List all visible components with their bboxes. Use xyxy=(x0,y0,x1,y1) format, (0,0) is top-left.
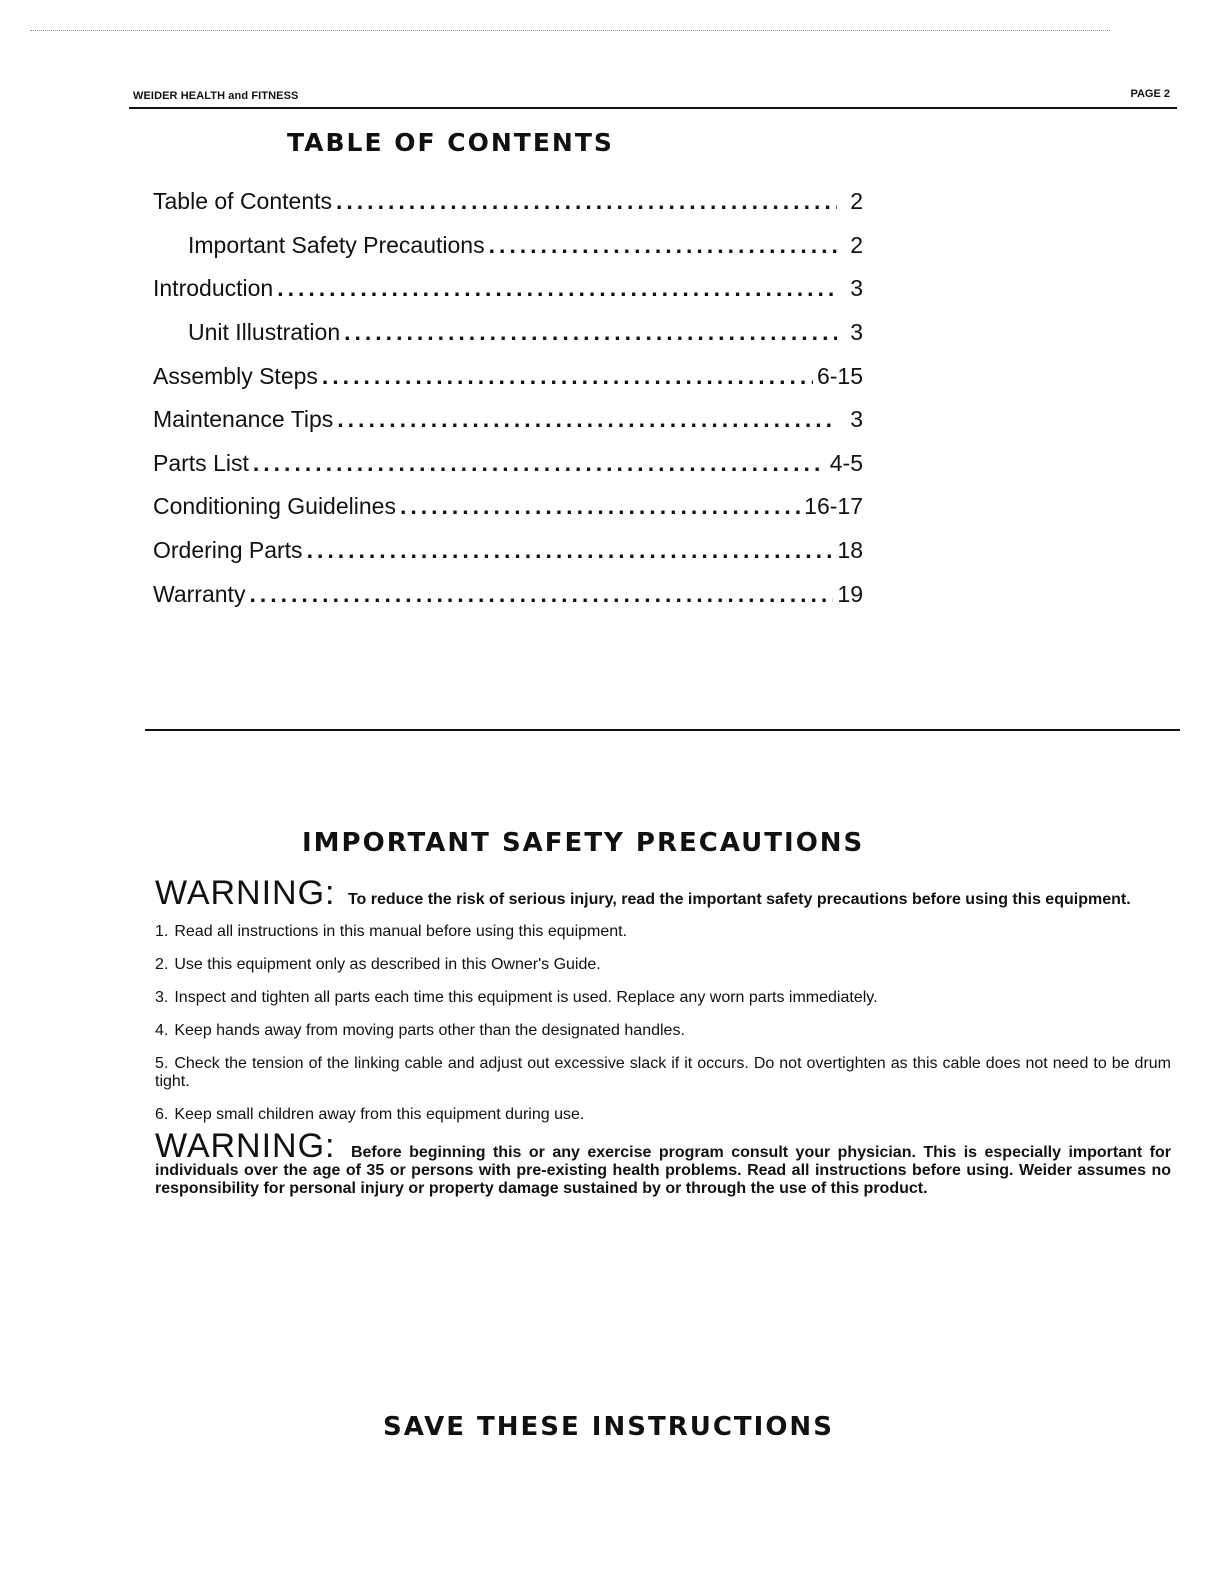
toc-entry[interactable] xyxy=(153,572,863,616)
toc-entry[interactable] xyxy=(153,398,863,442)
toc-entry[interactable] xyxy=(153,180,863,224)
list-item-number: 5. xyxy=(155,1055,169,1072)
toc-entry-title: Unit Illustration xyxy=(188,319,341,346)
warning-block xyxy=(155,874,1171,912)
toc-leader-dots xyxy=(337,408,837,431)
list-item-text: Use this equipment only as described in this Owner's Guide. xyxy=(174,956,601,973)
toc-leader-dots xyxy=(344,321,837,344)
table-of-contents xyxy=(153,180,863,616)
toc-entry-title: Ordering Parts xyxy=(153,537,303,564)
toc-entry-title: Assembly Steps xyxy=(153,362,318,389)
list-item-text: Keep hands away from moving parts other than the designated handles. xyxy=(174,1022,685,1039)
toc-entry-page: 19 xyxy=(837,580,863,607)
warning-label: WARNING: xyxy=(155,1127,336,1165)
toc-leader-dots xyxy=(249,583,833,606)
list-item xyxy=(155,989,1171,1007)
list-item-number: 6. xyxy=(155,1106,169,1123)
warning-text: To reduce the risk of serious injury, read the important safety precautions before using this equipment. xyxy=(347,891,1131,908)
toc-entry[interactable] xyxy=(153,485,863,529)
list-item-text: Read all instructions in this manual before using this equipment. xyxy=(174,923,628,940)
warning-block xyxy=(155,1127,1171,1198)
toc-leader-dots xyxy=(336,190,837,213)
toc-entry-page: 2 xyxy=(850,231,863,258)
toc-entry-title: Warranty xyxy=(153,580,246,607)
toc-leader-dots xyxy=(322,365,813,388)
save-instructions-heading: SAVE THESE INSTRUCTIONS xyxy=(383,1412,834,1442)
toc-entry[interactable] xyxy=(153,224,863,268)
toc-entry[interactable] xyxy=(153,529,863,573)
toc-entry-page: 6-15 xyxy=(816,362,863,389)
header-rule xyxy=(129,107,1177,109)
list-item xyxy=(155,1055,1171,1091)
safety-section xyxy=(155,874,1171,1198)
toc-entry-title: Parts List xyxy=(153,449,249,476)
list-item-text: Check the tension of the linking cable and adjust out excessive slack if it occurs. Do not overtighten as this cable does not need to be drum tight. xyxy=(155,1055,1171,1090)
toc-entry-title: Table of Contents xyxy=(153,188,333,215)
toc-entry[interactable] xyxy=(153,354,863,398)
toc-leader-dots xyxy=(253,452,826,475)
page-number: PAGE 2 xyxy=(1130,88,1170,100)
list-item-number: 2. xyxy=(155,956,169,973)
toc-leader-dots xyxy=(277,277,837,300)
safety-heading: IMPORTANT SAFETY PRECAUTIONS xyxy=(302,828,865,858)
company-name: WEIDER HEALTH and FITNESS xyxy=(133,90,299,102)
toc-leader-dots xyxy=(489,234,837,257)
list-item-text: Keep small children away from this equipment during use. xyxy=(174,1106,585,1123)
list-item-text: Inspect and tighten all parts each time this equipment is used. Replace any worn parts immediately. xyxy=(174,989,878,1006)
precautions-list xyxy=(155,923,1171,1124)
toc-entry-page: 18 xyxy=(837,537,863,564)
toc-entry[interactable] xyxy=(153,442,863,486)
toc-leader-dots xyxy=(400,495,800,518)
list-item xyxy=(155,1022,1171,1040)
page-header xyxy=(133,88,1176,106)
toc-entry-page: 3 xyxy=(850,319,863,346)
toc-entry[interactable] xyxy=(153,311,863,355)
section-divider xyxy=(145,729,1180,731)
warning-label: WARNING: xyxy=(155,874,336,912)
toc-entry-page: 4-5 xyxy=(829,449,863,476)
toc-heading: TABLE OF CONTENTS xyxy=(287,128,614,157)
list-item xyxy=(155,923,1171,941)
toc-entry-title: Maintenance Tips xyxy=(153,406,334,433)
list-item xyxy=(155,956,1171,974)
toc-entry-page: 2 xyxy=(850,188,863,215)
toc-entry-title: Conditioning Guidelines xyxy=(153,493,396,520)
toc-entry[interactable] xyxy=(153,267,863,311)
toc-entry-page: 3 xyxy=(850,275,863,302)
list-item xyxy=(155,1106,1171,1124)
toc-entry-page: 16-17 xyxy=(804,493,863,520)
toc-entry-title: Important Safety Precautions xyxy=(188,231,485,258)
toc-leader-dots xyxy=(307,539,834,562)
toc-entry-title: Introduction xyxy=(153,275,274,302)
list-item-number: 4. xyxy=(155,1022,169,1039)
list-item-number: 3. xyxy=(155,989,169,1006)
toc-entry-page: 3 xyxy=(850,406,863,433)
scan-artifact-line xyxy=(30,30,1110,31)
warning-text: Before beginning this or any exercise program consult your physician. This is especially important for individuals over the age of 35 or persons with pre-existing health problems. Read all instructions before using. Weider assumes no responsibility for personal injury or property damage sustained by or through the use of this product. xyxy=(155,1144,1171,1197)
list-item-number: 1. xyxy=(155,923,169,940)
